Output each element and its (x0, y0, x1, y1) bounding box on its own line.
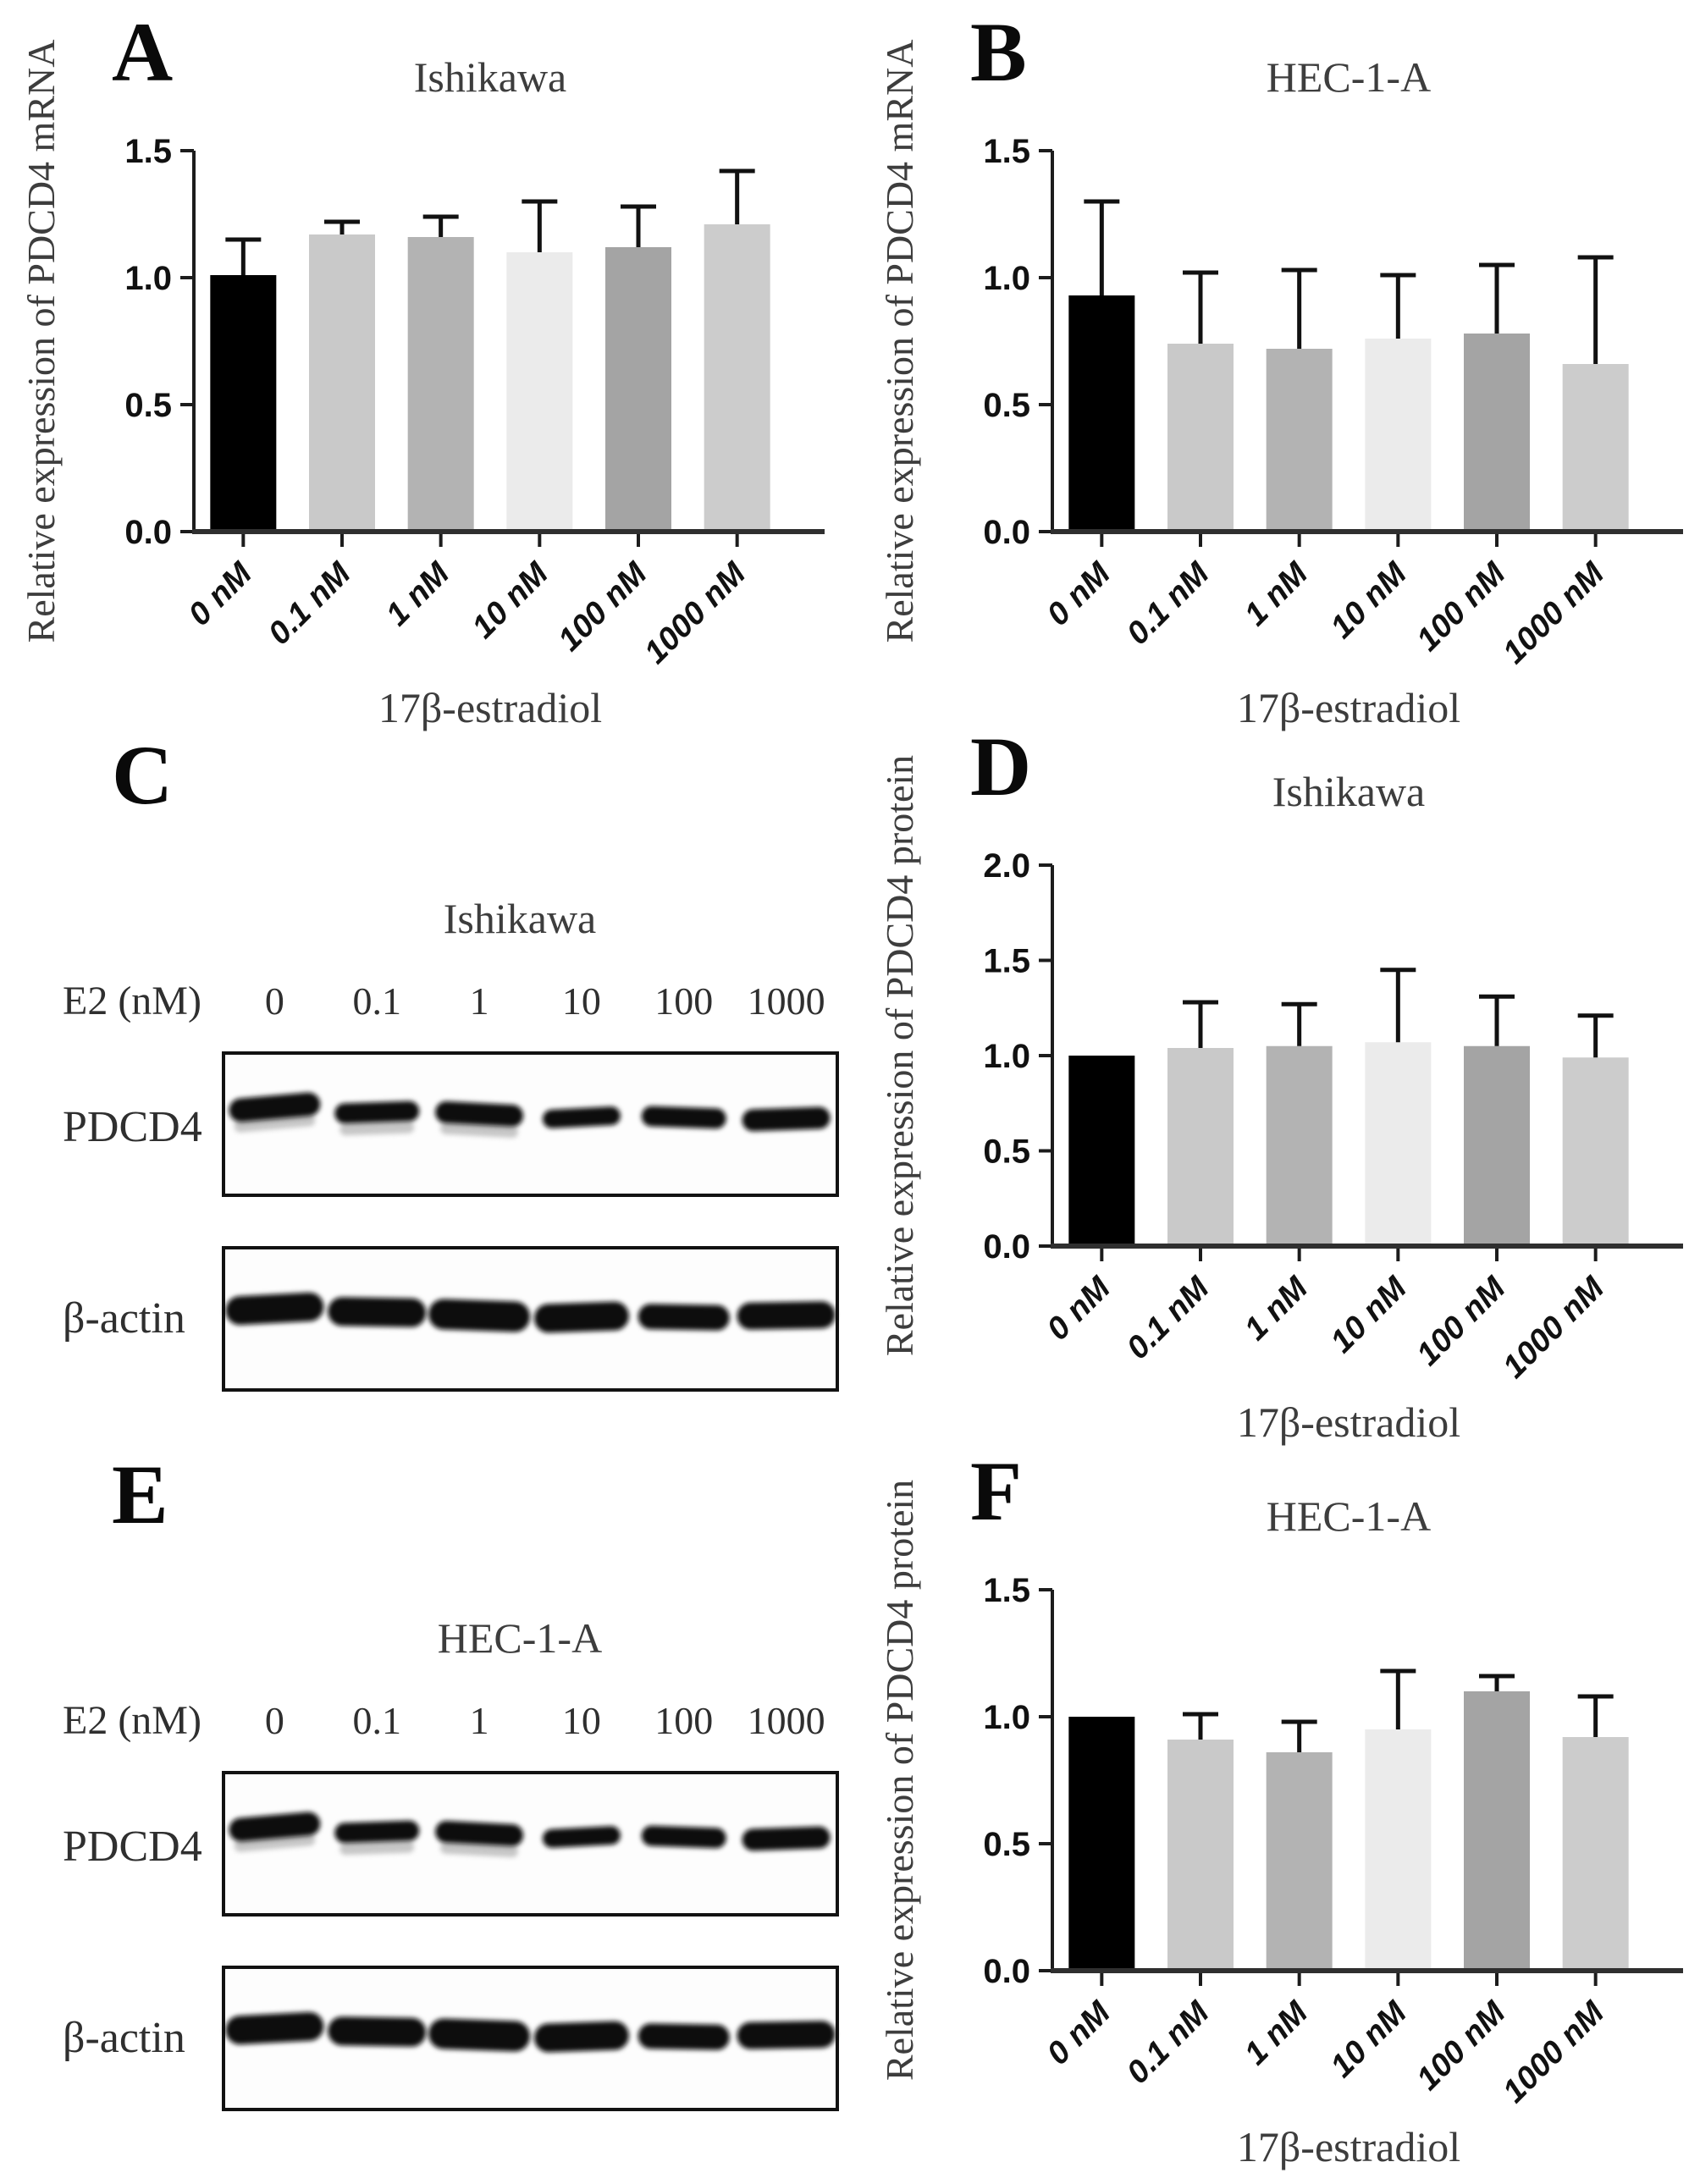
y-tick-label: 0.0 (124, 514, 172, 551)
y-axis-title: Relative expression of PDCD4 mRNA (19, 39, 63, 643)
x-tick-label: 10 nM (1323, 555, 1414, 646)
x-tick-label: 0 nM (1040, 1270, 1118, 1348)
bar-10-nM (1365, 339, 1431, 532)
lane-axis-label: E2 (nM) (63, 979, 201, 1023)
bar-10-nM (1365, 1042, 1431, 1246)
lane-label: 1000 (747, 1699, 825, 1742)
actin-band (428, 2018, 530, 2052)
panel-d (870, 721, 1700, 1449)
x-tick-label: 0 nM (181, 555, 259, 633)
bar-100-nM (605, 247, 671, 532)
y-tick-label: 1.5 (983, 133, 1030, 170)
x-tick-label: 0.1 nM (1120, 555, 1217, 652)
panel-d-bar-chart (870, 721, 1700, 1449)
actin-row-label: β-actin (63, 2014, 185, 2062)
x-tick-label: 10 nM (465, 555, 555, 646)
actin-band (328, 1297, 427, 1327)
blot-title: HEC-1-A (437, 1614, 603, 1662)
bar-0.1-nM (1167, 344, 1234, 532)
bar-10-nM (1365, 1729, 1431, 1971)
y-tick-label: 0.0 (983, 514, 1030, 551)
bar-0-nM (1068, 1056, 1134, 1246)
lane-label: 1000 (747, 979, 825, 1023)
panel-c (12, 730, 850, 1458)
pdcd4-row-label: PDCD4 (63, 1823, 202, 1871)
y-tick-label: 1.5 (124, 133, 172, 170)
x-tick-label: 1000 nM (1496, 1994, 1612, 2110)
lane-label: 100 (654, 979, 714, 1023)
x-tick-label: 0 nM (1040, 1994, 1118, 2072)
panel-c-western-blot (12, 730, 850, 1458)
actin-band (428, 1299, 530, 1332)
x-tick-label: 0.1 nM (1120, 1994, 1217, 2091)
y-tick-label: 0.5 (124, 387, 172, 424)
actin-band (533, 2021, 629, 2053)
y-tick-label: 0.0 (983, 1228, 1030, 1266)
bar-100-nM (1464, 1691, 1530, 1971)
x-tick-label: 100 nM (1410, 1270, 1513, 1373)
chart-title: HEC-1-A (1266, 1492, 1432, 1540)
panel-f (870, 1446, 1700, 2174)
pdcd4-band (742, 1106, 831, 1132)
chart-title: Ishikawa (1272, 768, 1426, 815)
bar-100-nM (1464, 334, 1530, 532)
y-axis-title: Relative expression of PDCD4 protein (878, 1479, 921, 2082)
pdcd4-band (334, 1100, 420, 1123)
lane-label: 100 (654, 1699, 714, 1742)
bar-1000-nM (1563, 1057, 1629, 1246)
y-tick-label: 0.5 (983, 1133, 1030, 1171)
x-tick-label: 0.1 nM (262, 555, 358, 652)
actin-band (225, 1292, 325, 1326)
actin-band (737, 2021, 836, 2049)
pdcd4-band (641, 1106, 726, 1128)
bar-0-nM (1068, 295, 1134, 532)
bar-1000-nM (704, 224, 770, 532)
x-axis-title: 17β-estradiol (1236, 684, 1461, 731)
pdcd4-band (334, 1820, 420, 1843)
bar-1-nM (408, 237, 474, 532)
x-tick-label: 0 nM (1040, 555, 1118, 633)
pdcd4-band (641, 1825, 726, 1848)
chart-title: Ishikawa (413, 53, 567, 101)
panel-f-letter: F (970, 1444, 1023, 1538)
actin-band (638, 1304, 730, 1331)
x-tick-label: 1 nM (1238, 555, 1316, 633)
actin-row-label: β-actin (63, 1294, 185, 1343)
panel-a-bar-chart (12, 7, 850, 735)
panel-e-western-blot (12, 1449, 850, 2177)
bar-0.1-nM (1167, 1740, 1234, 1971)
bar-10-nM (506, 252, 572, 532)
panel-e (12, 1449, 850, 2177)
x-tick-label: 10 nM (1323, 1994, 1414, 2085)
x-axis-title: 17β-estradiol (1236, 1398, 1461, 1446)
x-tick-label: 1 nM (379, 555, 457, 633)
bar-1-nM (1267, 349, 1333, 532)
bar-1-nM (1267, 1046, 1333, 1246)
panel-c-letter: C (112, 728, 174, 822)
y-tick-label: 1.5 (983, 942, 1030, 980)
x-tick-label: 1 nM (1238, 1994, 1316, 2072)
lane-label: 0 (264, 979, 284, 1023)
x-tick-label: 10 nM (1323, 1270, 1414, 1360)
lane-label: 1 (469, 1699, 489, 1742)
panel-e-letter: E (112, 1448, 168, 1541)
bar-0.1-nM (309, 234, 375, 532)
actin-band (328, 2016, 427, 2047)
panel-b-letter: B (970, 5, 1027, 99)
x-tick-label: 100 nM (551, 555, 654, 659)
x-tick-label: 100 nM (1410, 1994, 1513, 2098)
y-tick-label: 2.0 (983, 847, 1030, 885)
actin-band (533, 1301, 629, 1333)
lane-axis-label: E2 (nM) (63, 1698, 201, 1743)
bar-100-nM (1464, 1046, 1530, 1246)
bar-1000-nM (1563, 364, 1629, 532)
pdcd4-band (434, 1820, 523, 1846)
y-tick-label: 0.5 (983, 1826, 1030, 1863)
panel-f-bar-chart (870, 1446, 1700, 2174)
pdcd4-row-label: PDCD4 (63, 1103, 202, 1151)
actin-band (737, 1301, 836, 1330)
blot-title: Ishikawa (443, 895, 597, 942)
lane-label: 0.1 (352, 1699, 401, 1742)
bar-1000-nM (1563, 1737, 1629, 1971)
lane-label: 1 (469, 979, 489, 1023)
x-tick-label: 1000 nM (638, 555, 753, 671)
y-tick-label: 1.0 (983, 1699, 1030, 1736)
x-axis-title: 17β-estradiol (378, 684, 603, 731)
y-tick-label: 1.5 (983, 1572, 1030, 1609)
lane-label: 0.1 (352, 979, 401, 1023)
bar-0-nM (1068, 1717, 1134, 1971)
x-tick-label: 1000 nM (1496, 1270, 1612, 1386)
x-tick-label: 0.1 nM (1120, 1270, 1217, 1366)
panel-d-letter: D (970, 720, 1032, 813)
pdcd4-band (434, 1100, 523, 1127)
panel-b-bar-chart (870, 7, 1700, 735)
bar-1-nM (1267, 1752, 1333, 1971)
lane-label: 0 (264, 1699, 284, 1742)
panel-b (870, 7, 1700, 735)
x-tick-label: 1000 nM (1496, 555, 1612, 671)
y-tick-label: 1.0 (983, 260, 1030, 297)
y-axis-title: Relative expression of PDCD4 protein (878, 754, 921, 1357)
pdcd4-band (742, 1826, 831, 1851)
bar-0-nM (210, 275, 276, 532)
y-axis-title: Relative expression of PDCD4 mRNA (878, 39, 921, 643)
x-tick-label: 1 nM (1238, 1270, 1316, 1348)
y-tick-label: 1.0 (983, 1038, 1030, 1075)
panel-a-letter: A (112, 5, 174, 99)
y-tick-label: 1.0 (124, 260, 172, 297)
actin-band (225, 2011, 325, 2045)
x-tick-label: 100 nM (1410, 555, 1513, 659)
actin-band (638, 2023, 730, 2050)
y-tick-label: 0.0 (983, 1953, 1030, 1990)
y-tick-label: 0.5 (983, 387, 1030, 424)
chart-title: HEC-1-A (1266, 53, 1432, 101)
x-axis-title: 17β-estradiol (1236, 2123, 1461, 2170)
lane-label: 10 (561, 1699, 601, 1742)
panel-a (12, 7, 850, 735)
bar-0.1-nM (1167, 1048, 1234, 1246)
lane-label: 10 (561, 979, 601, 1023)
